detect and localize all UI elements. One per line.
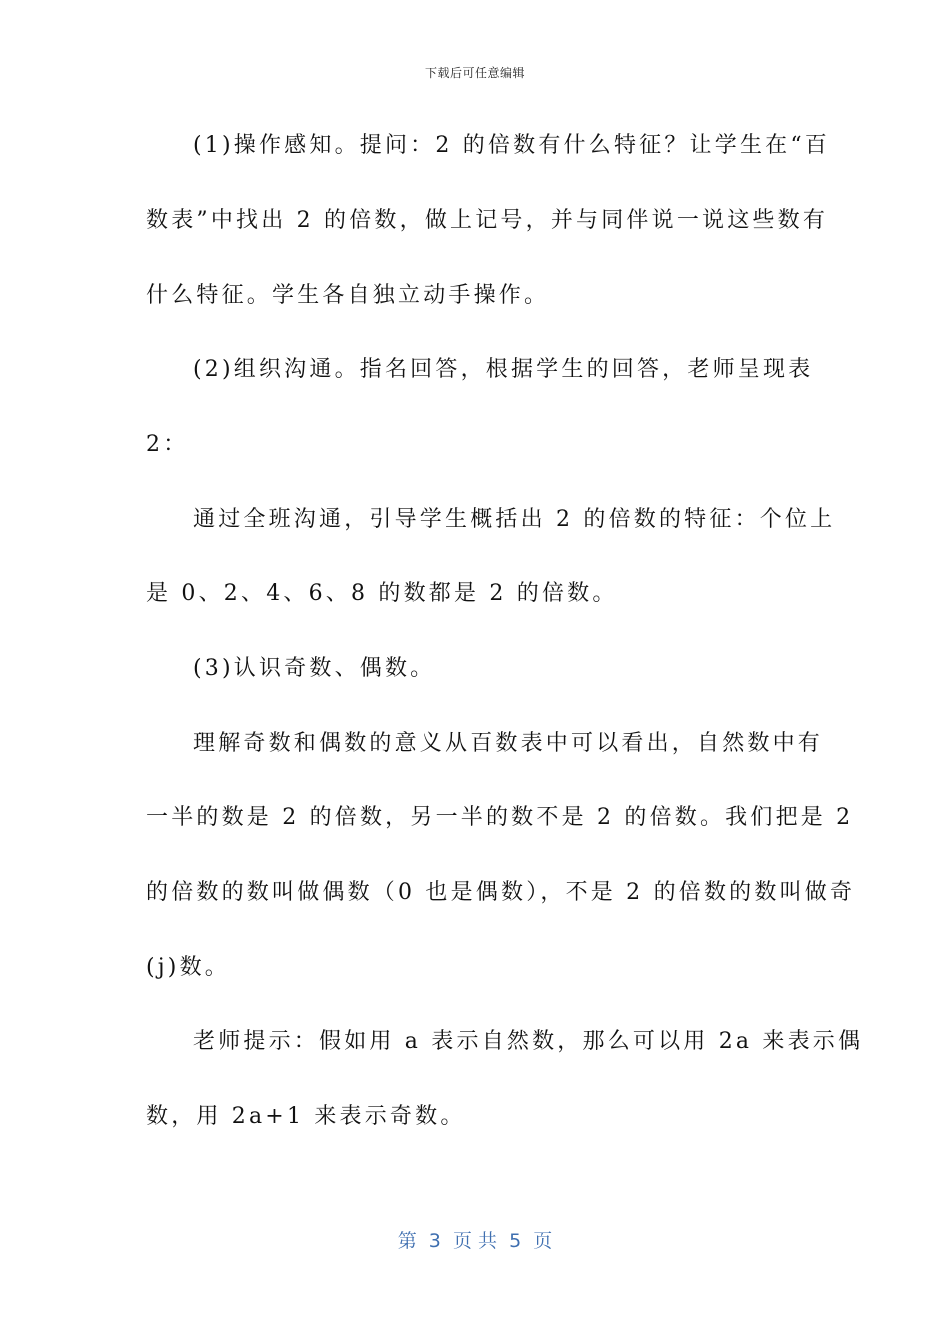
paragraph-line: (1)操作感知。提问：2 的倍数有什么特征？让学生在“百	[193, 133, 831, 158]
paragraph-line: (3)认识奇数、偶数。	[193, 656, 436, 681]
paragraph-line: 老师提示：假如用 a 表示自然数，那么可以用 2a 来表示偶	[193, 1029, 864, 1054]
paragraph-line: 理解奇数和偶数的意义从百数表中可以看出，自然数中有	[193, 731, 824, 756]
paragraph-line: (2)组织沟通。指名回答，根据学生的回答，老师呈现表	[193, 357, 814, 382]
page-header: 下载后可任意编辑	[424, 66, 525, 80]
paragraph-line: (j)数。	[146, 955, 230, 980]
paragraph-line: 数，用 2a+1 来表示奇数。	[146, 1104, 466, 1129]
paragraph-line: 是 0、2、4、6、8 的数都是 2 的倍数。	[146, 581, 618, 606]
paragraph-line: 什么特征。学生各自独立动手操作。	[146, 283, 550, 308]
page-number-footer: 第 3 页 共 5 页	[397, 1230, 553, 1252]
paragraph-line: 通过全班沟通，引导学生概括出 2 的倍数的特征：个位上	[193, 507, 836, 532]
paragraph-line: 的倍数的数叫做偶数（0 也是偶数），不是 2 的倍数的数叫做奇	[146, 880, 856, 905]
paragraph-line: 数表”中找出 2 的倍数，做上记号，并与同伴说一说这些数有	[146, 208, 829, 233]
paragraph-line: 2：	[146, 432, 189, 457]
paragraph-line: 一半的数是 2 的倍数，另一半的数不是 2 的倍数。我们把是 2	[146, 805, 854, 830]
